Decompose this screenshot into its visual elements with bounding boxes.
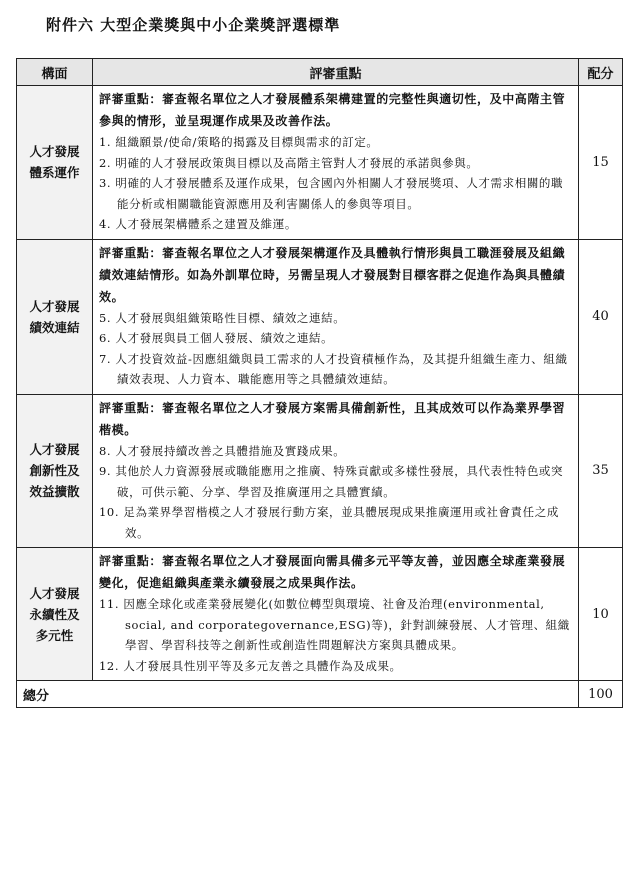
points-cell: 35 [579, 394, 623, 548]
focus-summary: 評審重點：審查報名單位之人才發展架構運作及具體執行情形與員工職涯發展及組織績效連結情形。如為外訓單位時，另需呈現人才發展對目標客群之促進作為與具體績效。 [99, 245, 566, 304]
focus-summary: 評審重點：審查報名單位之人才發展體系架構建置的完整性與適切性，及中高階主管參與的情形，並呈現運作成果及改善作法。 [99, 92, 566, 128]
area-line: 效益擴散 [29, 484, 80, 500]
criteria-item: 11. 因應全球化或產業發展變化(如數位轉型與環境、社會及治理(environmental, social, and corporategovernance,ESG)等)，針對訓練發展、人才管理、組織學習、學習科技等之創新性或創造性問題解決方案與具體成果。 [99, 597, 570, 652]
criteria-item: 2. 明確的人才發展政策與目標以及高階主管對人才發展的承諾與參與。 [99, 155, 479, 170]
criteria-item: 6. 人才發展與員工個人發展、績效之連結。 [99, 331, 334, 345]
focus-cell [93, 239, 579, 394]
total-label: 總分 [17, 681, 579, 708]
focus-cell [93, 86, 579, 240]
focus-summary: 評審重點：審查報名單位之人才發展方案需具備創新性，且其成效可以作為業界學習楷模。 [99, 400, 566, 437]
area-cell [17, 86, 93, 240]
criteria-item: 5. 人才發展與組織策略性目標、績效之連結。 [99, 310, 346, 325]
points-cell: 40 [579, 239, 623, 394]
area-line: 創新性及 [29, 463, 80, 479]
page-title: 附件六 大型企業獎與中小企業獎評選標準 [46, 16, 341, 34]
total-row [17, 681, 623, 708]
criteria-item: 12. 人才發展具性別平等及多元友善之具體作為及成果。 [99, 658, 402, 673]
table-row [17, 239, 623, 394]
criteria-item: 10. 足為業界學習楷模之人才發展行動方案，並具體展現成果推廣運用或社會責任之成效。 [99, 505, 559, 540]
focus-cell [93, 548, 579, 681]
points-cell: 15 [579, 86, 623, 240]
header-row [17, 59, 623, 86]
area-line: 體系運作 [29, 165, 80, 181]
header-points: 配分 [579, 59, 623, 86]
header-focus: 評審重點 [93, 59, 579, 86]
criteria-table [16, 58, 623, 708]
area-line: 人才發展 [29, 298, 80, 314]
table-row [17, 394, 623, 548]
area-line: 多元性 [35, 627, 74, 643]
area-line: 人才發展 [29, 144, 80, 160]
criteria-item: 8. 人才發展持續改善之具體措施及實踐成果。 [99, 443, 346, 458]
header-area: 構面 [17, 59, 93, 86]
criteria-item: 4. 人才發展架構體系之建置及維運。 [99, 217, 297, 231]
table-row [17, 548, 623, 681]
table-row [17, 86, 623, 240]
total-points: 100 [579, 681, 623, 708]
area-cell [17, 548, 93, 681]
area-line: 績效連結 [29, 319, 80, 335]
criteria-item: 1. 組織願景/使命/策略的揭露及目標與需求的訂定。 [99, 135, 379, 149]
focus-summary: 評審重點：審查報名單位之人才發展面向需具備多元平等友善，並因應全球產業發展變化，促進組織與產業永續發展之成果與作法。 [99, 554, 566, 590]
area-cell [17, 394, 93, 548]
area-line: 永續性及 [29, 606, 80, 622]
area-line: 人才發展 [29, 585, 80, 601]
criteria-item: 3. 明確的人才發展體系及運作成果，包含國內外相關人才發展獎項、人才需求相關的職能分析或相關職能資源應用及利害關係人的參與等項目。 [99, 176, 564, 211]
area-cell [17, 239, 93, 394]
area-line: 人才發展 [29, 442, 80, 458]
criteria-item: 9. 其他於人力資源發展或職能應用之推廣、特殊貢獻或多樣性發展，具代表性特色或突破，可供示範、分享、學習及推廣運用之具體實績。 [99, 464, 564, 499]
focus-cell [93, 394, 579, 548]
points-cell: 10 [579, 548, 623, 681]
criteria-item: 7. 人才投資效益-因應組織與員工需求的人才投資積極作為，及其提升組織生產力、組織績效表現、人力資本、職能應用等之具體績效連結。 [99, 351, 568, 386]
